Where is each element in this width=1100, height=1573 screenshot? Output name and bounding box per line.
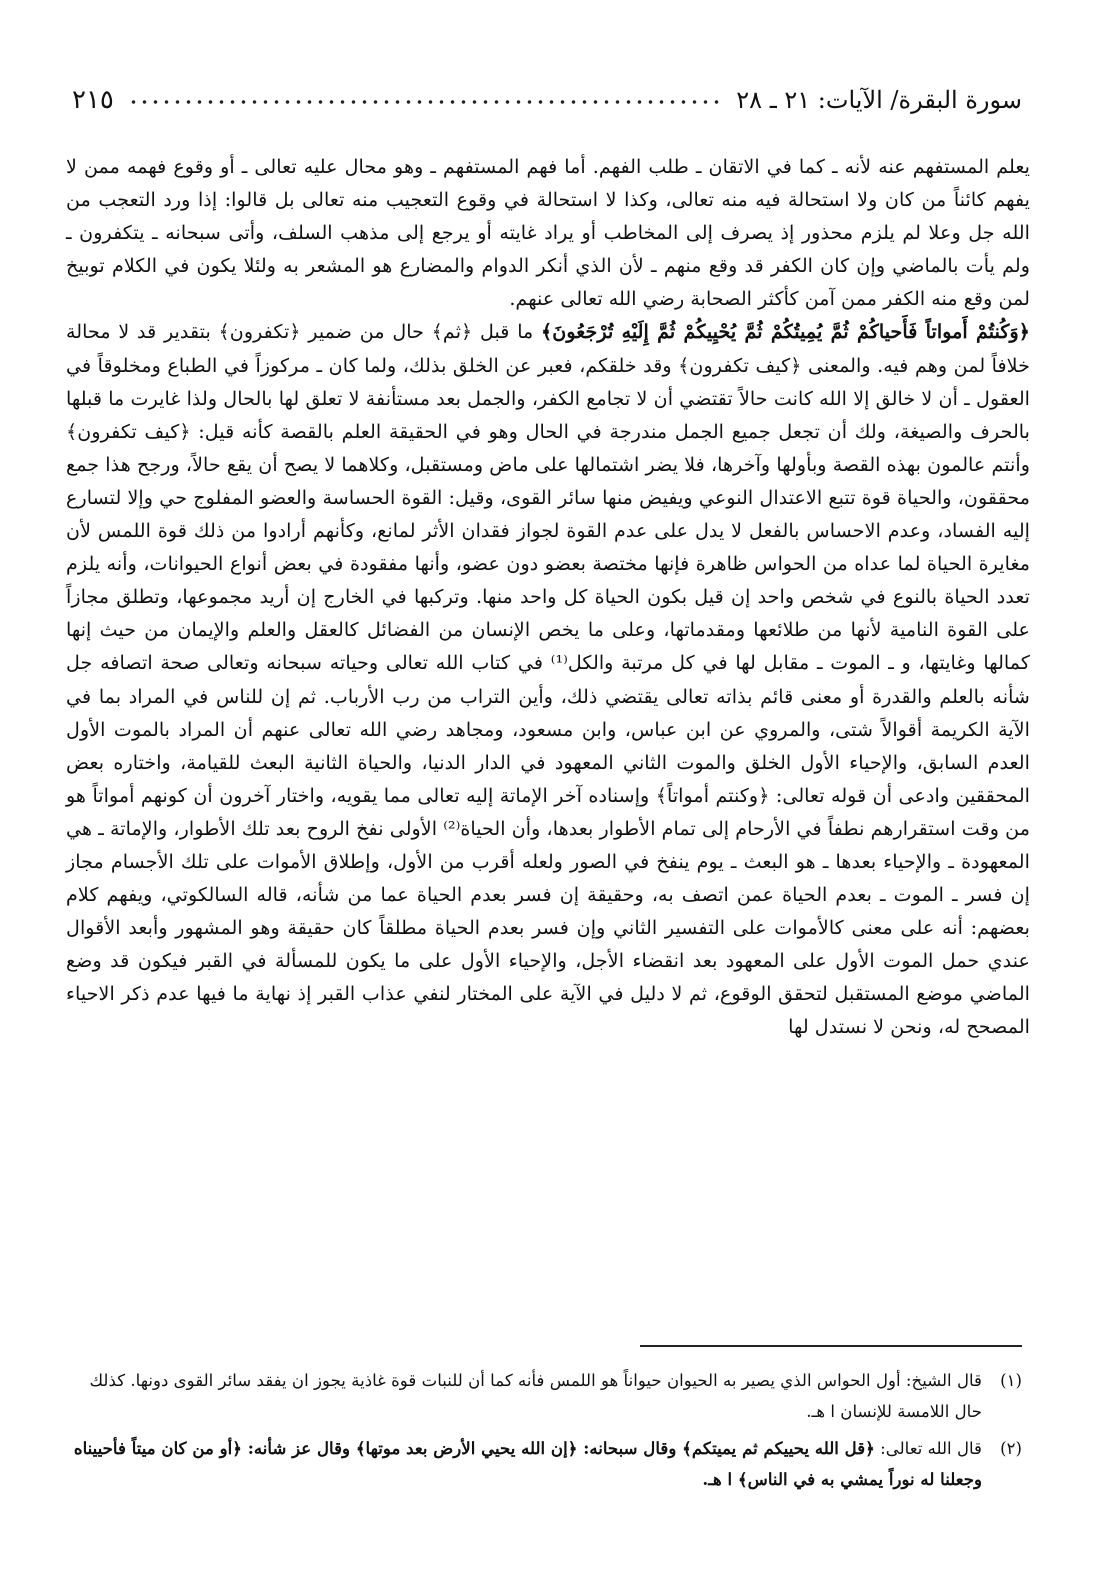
quran-verse: ﴿وَكُنتُمْ أَمواتاً فَأَحياكُمْ ثُمَّ يُمِيتُكُمْ ثُمَّ يُحْيِيكُمْ ثُمَّ إِلَيْهِ تُرْجَعُونَ﴾: [541, 320, 1030, 344]
leader-dots: [128, 85, 722, 115]
body-text: [66, 150, 1030, 1044]
paragraph: يعلم المستفهم عنه لأنه ـ كما في الاتقان ـ طلب الفهم. أما فهم المستفهم ـ وهو محال عليه تعالى ـ أو وقوع فهمه ممن لا يفهم كائناً من كان ولا استحالة فيه منه تعالى، وكذا لا استحالة في وقوع التعجيب منه تعالى بل قالوا: إذا ورد التعجب من الله جل وعلا لم يلزم محذور إذ يصرف إلى المخاطب أو يراد غايته أو يرجع إلى مذهب السلف، وأتى سبحانه ـ يتكفرون ـ ولم يأت بالماضي وإن كان الكفر قد وقع منهم ـ لأن الذي أنكر الدوام والمضارع هو المشعر به ولئلا يكون في الكلام توبيخ لمن وقع منه الكفر ممن آمن كأكثر الصحابة رضي الله تعالى عنهم.: [66, 155, 1030, 311]
footnote: [66, 1433, 1022, 1495]
running-header: [72, 80, 1022, 120]
chapter-title: سورة البقرة/ الآيات: ٢١ ـ ٢٨: [736, 86, 1022, 114]
footnote-number: (١): [1000, 1371, 1022, 1390]
footnote-verses: ﴿قل الله يحييكم ثم يميتكم﴾ وقال سبحانه: ﴿إن الله يحيي الأرض بعد موتها﴾ وقال عز شأنه: ﴿أو من كان ميتاً فأحييناه وجعلنا له نوراً يمشي به في الناس﴾ ا هـ.: [73, 1438, 982, 1489]
footnote: [66, 1365, 1022, 1427]
commentary-text: ما قبل ﴿ثم﴾ حال من ضمير ﴿تكفرون﴾ بتقدير قد لا محالة خلافاً لمن وهم فيه. والمعنى ﴿كيف تكفرون﴾ وقد خلقكم، فعبر عن الخلق بذلك، ولما كان ـ مركوزاً في الطباع ومخلوقاً في العقول ـ أن لا خالق إلا الله كانت حالاً تقتضي أن لا تجامع الكفر، والجمل بعد مستأنفة لا تعلق لها بالحال ولذا غايرت ما قبلها بالحرف والصيغة، ولك أن تجعل جميع الجمل مندرجة في الحال وهو في الحقيقة العلم بالقصة كأنه قيل: ﴿كيف تكفرون﴾ وأنتم عالمون بهذه القصة وبأولها وآخرها، فلا يضر اشتمالها على ماض ومستقبل، وكلاهما لا يصح أن يقع حالاً، ورجح هذا جمع محققون، والحياة قوة تتبع الاعتدال النوعي ويفيض منها سائر القوى، وقيل: القوة الحساسة والعضو المفلوج حي وإلا لتسارع إليه الفساد، وعدم الاحساس بالفعل لا يدل على عدم القوة لجواز فقدان الأثر لمانع، وكأنهم أرادوا من ذلك قوة اللمس لأن مغايرة الحياة لما عداه من الحواس ظاهرة فإنها مختصة بعضو دون عضو، وأنها مفقودة في بعض أنواع الحيوانات، وأنه يلزم تعدد الحياة بالنوع في شخص واحد إن قيل بكون الحياة كل واحد منها. وتركبها في الخارج إن أريد مجموعها، وتطلق مجازاً على القوة النامية لأنها من طلائعها ومقدماتها، وعلى ما يخص الإنسان من الفضائل كالعقل والعلم والإيمان من حيث إنها كمالها وغايتها، و ـ الموت ـ مقابل لها في كل مرتبة والكل⁽¹⁾ في كتاب الله تعالى وحياته سبحانه وتعالى صحة اتصافه جل شأنه بالعلم والقدرة أو معنى قائم بذاته تعالى يقتضي ذلك، وأين التراب من رب الأرباب. ثم إن للناس في المراد بما في الآية الكريمة أقوالاً شتى، والمروي عن ابن عباس، وابن مسعود، ومجاهد رضي الله تعالى عنهم أن المراد بالموت الأول العدم السابق، والإحياء الأول الخلق والموت الثاني المعهود في الدار الدنيا، والحياة الثانية البعث للقيامة، واختاره بعض المحققين وادعى أن قوله تعالى: ﴿وكنتم أمواتاً﴾ وإسناده آخر الإماتة إليه تعالى مما يقويه، واختار آخرون أن كونهم أمواتاً هو من وقت استقرارهم نطفاً في الأرحام إلى تمام الأطوار بعدها، وأن الحياة⁽²⁾ الأولى نفخ الروح بعد تلك الأطوار، والإماتة ـ هي المعهودة ـ والإحياء بعدها ـ هو البعث ـ يوم ينفخ في الصور ولعله أقرب من الأول، وإطلاق الأموات على تلك الأجسام مجاز إن فسر ـ الموت ـ بعدم الحياة عمن اتصف به، وحقيقة إن فسر بعدم الحياة عما من شأنه، قاله السالكوتي، ويفهم كلام بعضهم: أنه على معنى كالأموات على التفسير الثاني وإن فسر بعدم الحياة مطلقاً كان حقيقة وهو المشهور وأبعد الأقوال عندي حمل الموت الأول على المعهود بعد انقضاء الأجل، والإحياء الأول على ما يكون للمسألة في القبر فيكون قد وضع الماضي موضع المستقبل لتحقق الوقوع، ثم لا دليل في الآية على المختار لنفي عذاب القبر إذ نهاية ما فيها عدم ذكر الاحياء المصحح له، ونحن لا نستدل لها: [66, 320, 1030, 1039]
ayah-paragraph: [66, 315, 1030, 1043]
footnote-lead: قال الله تعالى:: [874, 1439, 982, 1458]
page-number: ٢١٥: [72, 85, 114, 115]
footnote-text: قال الشيخ: أول الحواس الذي يصير به الحيوان حيواناً هو اللمس فأنه كما أن للنبات قوة غاذية يجوز ان يفقد سائر القوى دونها. كذلك حال اللامسة للإنسان ا هـ.: [89, 1371, 982, 1421]
footnote-text-wrapper: [66, 1433, 982, 1495]
footnote-separator: [640, 1345, 1022, 1347]
footnote-number: (٢): [1000, 1439, 1022, 1458]
footnotes: [66, 1365, 1022, 1501]
